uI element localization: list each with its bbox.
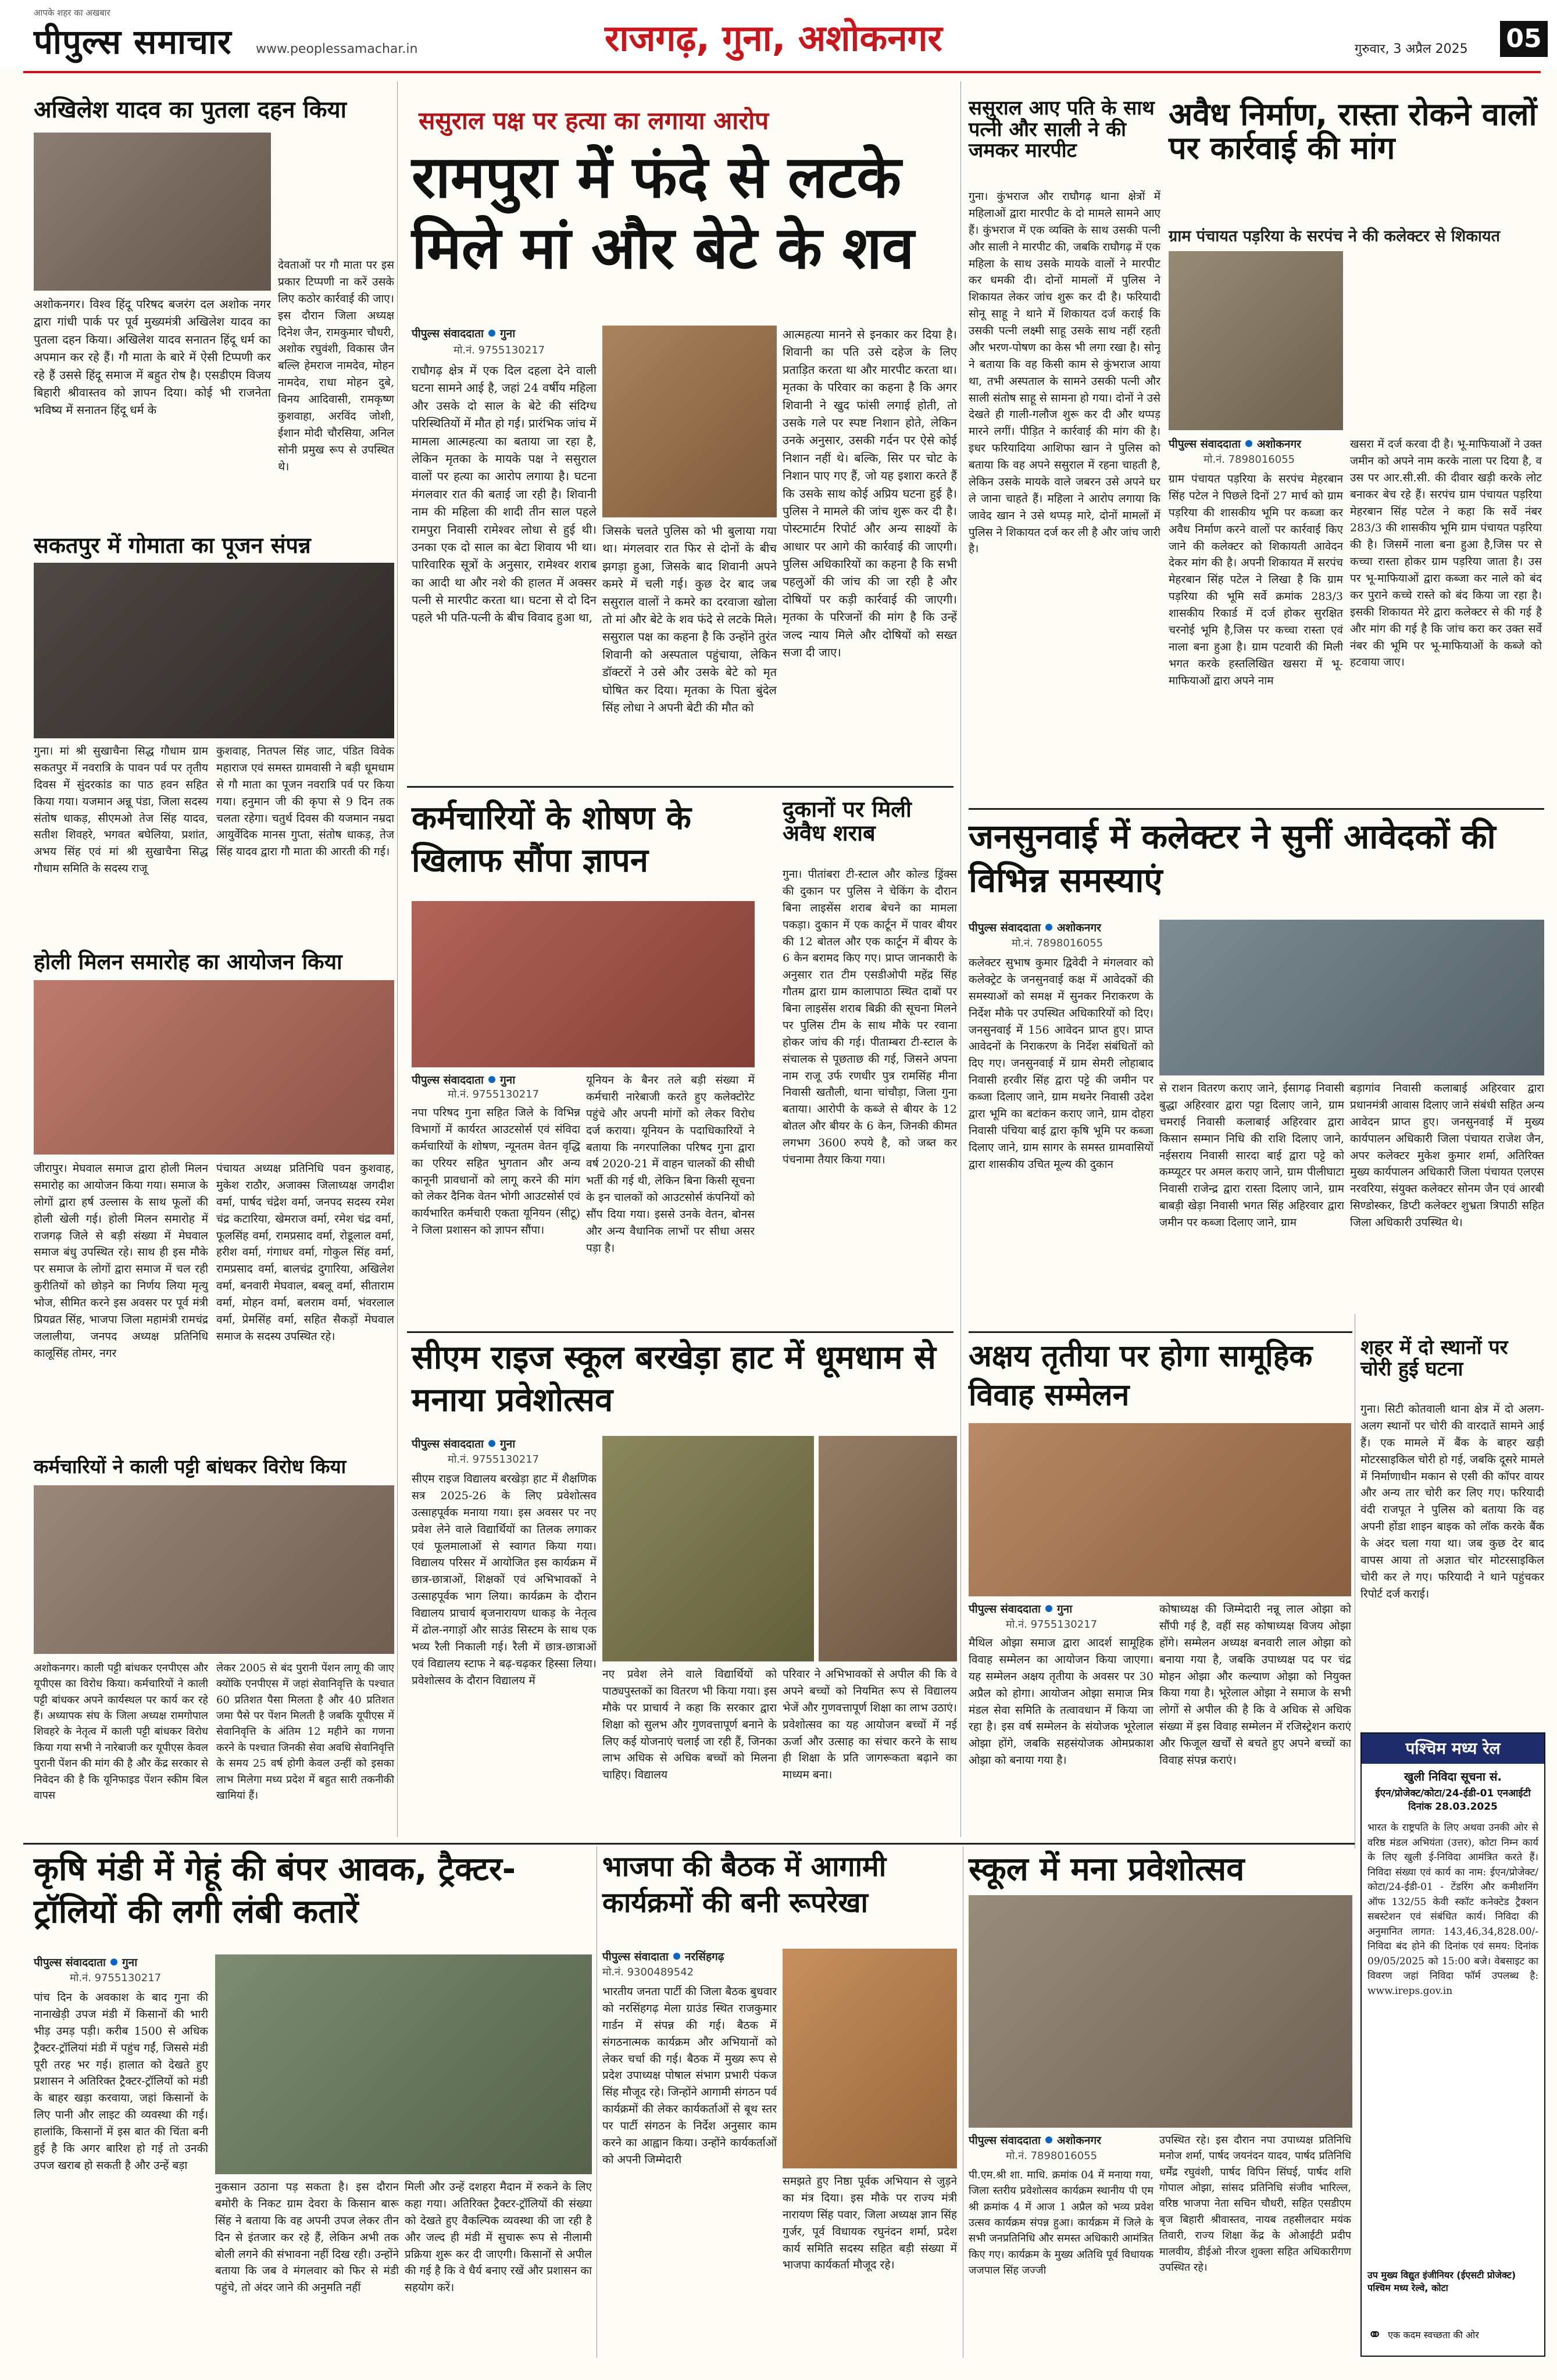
a11-mobile: मो.नं. 9755130217 <box>448 1453 540 1466</box>
section-title: राजगढ़, गुना, अशोकनगर <box>605 17 942 59</box>
a12-byline: पीपुल्स संवाददाता गुना <box>969 1603 1073 1616</box>
a5-text-col3: आत्महत्या मानने से इनकार कर दिया है। शिवानी का पति उसे दहेज के लिए प्रताड़ित करता था और मारपीट करता था। मृतका के परिवार का कहना है कि अगर शिवानी ने खुद फांसी लगाई होती, तो उसके गले पर स्पष्ट निशान होते, लेकिन उनके अनुसार, उसकी गर्दन पर ऐसे कोई निशान नहीं थे। बल्कि, सिर पर चोट के निशान पाए गए हैं, जो यह इशारा करते हैं कि उसके साथ कोई अप्रिय घटना हुई है। पुलिस ने मामले की जांच शुरू कर दी है। पोस्टमार्टम रिपोर्ट और अन्य साक्ष्यों के आधार पर आगे की कार्रवाई की जाएगी। पुलिस अधिकारियों का कहना है कि सभी पहलुओं की जांच की जा रही है और दोषियों पर कड़ी कार्रवाई की जाएगी। मृतका के परिजनों की मांग है कि उन्हें जल्द न्याय मिले और दोषियों को सख्त सजा दी जाए। <box>783 327 957 660</box>
spectacles-icon: ⚭ <box>1367 2324 1383 2345</box>
byline-dot-icon <box>1045 2136 1052 2143</box>
ad-ref: ईएन/प्रोजेक्ट/कोटा/24-ईडी-01 एनआईटी दिनांक 28.03.2025 <box>1375 1788 1531 1813</box>
byline-dot-icon <box>110 1959 117 1966</box>
a7-byline: पीपुल्स संवाददाता अशोकनगर <box>1169 438 1301 451</box>
a7-mobile: मो.नं. 7898016055 <box>1204 453 1295 466</box>
ad-signoff: उप मुख्य विद्युत इंजीनियर (ईएसटी प्रोजेक्ट) पश्चिम मध्य रेल्वे, कोटा <box>1367 2270 1516 2293</box>
a2-text-col1: गुना। मां श्री सुखाचैना सिद्ध गौधाम ग्राम सकतपुर में नवरात्रि के पावन पर्व पर तृतीय दिवस में सुंदरकांड का पाठ हवन सहित किया गया। यजमान अन्नू पंडा, जिला सदस्य संतोष धाकड़, सीएमओ तेज सिंह यादव, सतीश शिवहरे, भगवत बघेलिया, प्रशांत, अभय सिंह एवं मां श्री सुखाचैना सिद्ध गौधाम समिति के सदस्य राजू <box>34 745 208 875</box>
a5-kicker: ससुराल पक्ष पर हत्या का लगाया आरोप <box>419 106 769 135</box>
a8-text-col2: यूनियन के बैनर तले बड़ी संख्या में कर्मचारी नारेबाजी करते हुए कलेक्टोरेट पहुंचे और अपनी मांगों को लेकर विरोध दर्ज कराया। यूनियन के पदाधिकारियों ने बताया कि नगरपालिका परिषद गुना द्वारा वर्ष 2020-21 में वाहन चालकों की सीधी भर्ती की गई थी, लेकिन बिना किसी सूचना के इन चालकों को आउटसोर्स कंपनियों को सौंप दिया गया। इससे उनके वेतन, बोनस और अन्य वैधानिक लाभों पर सीधा असर पड़ा है। <box>586 1074 755 1255</box>
a4-text-col1: अशोकनगर। काली पट्टी बांधकर एनपीएस और यूपीएस का विरोध किया। कर्मचारियों ने काली पट्टी बांधकर अपने कार्यस्थल पर कार्य कर रहे हैं। अध्यापक संघ के जिला अध्यक्ष रामगोपाल शिवहरे के नेतृत्व में काली पट्टी बांधकर विरोध किया गया सभी ने नारेबाजी कर यूपीएस केवल पुरानी पेंशन की मांग की है और केंद्र सरकार से निवेदन की है कि यूनिफाइड पेंशन स्कीम बिल वापस <box>34 1662 208 1802</box>
a3-text-col1: जीरापुर। मेघवाल समाज द्वारा होली मिलन समारोह का आयोजन किया गया। समाज के लोगों द्वारा हर्ष उल्लास के साथ फूलों की होली खेली गई। होली मिलन समारोह में राजगढ़ जिले से बड़ी संख्या में मेघवाल समाज बंधु उपस्थित रहे। साथ ही इस मौके पर समाज के लोगों द्वारा समाज में चल रही कुरीतियों को छोड़ने का निर्णय लिया मृत्यु भोज, सीमित करने इस अवसर पर पूर्व मंत्री प्रियव्रत सिंह, भाजपा जिला महामंत्री रामचंद्र जलालीया, जनपद अध्यक्ष प्रतिनिधि कालूसिंह तोमर, नगर <box>34 1162 208 1360</box>
a8-top-rule <box>407 786 954 788</box>
a8-mobile: मो.नं. 9755130217 <box>448 1088 540 1100</box>
logo-tagline: आपके शहर का अखबार <box>34 8 110 18</box>
col-rule <box>960 81 961 1837</box>
a3-text-col2: पंचायत अध्यक्ष प्रतिनिधि पवन कुशवाह, मुकेश राठौर, अजाक्स जिलाध्यक्ष जगदीश वर्मा, पार्षद चंद्रेश वर्मा, जनपद सदस्य रमेश चंद्र कटारिया, खेमराज वर्मा, रमेश चंद्र वर्मा, फूलसिंह वर्मा, रामप्रसाद वर्मा, रोडूलाल वर्मा, हरीश वर्मा, गंगाधर वर्मा, गोकुल सिंह वर्मा, रामप्रसाद वर्मा, बालचंद्र दुगारिया, अखिलेश वर्मा, बनवारी मेघवाल, बबलू वर्मा, सीताराम वर्मा, मोहन वर्मा, बलराम वर्मा, भंवरलाल वर्मा, प्रेमसिंह वर्मा, सहित सैकड़ों मेघवाल समाज के सदस्य उपस्थित रहे। <box>216 1162 394 1343</box>
logo[interactable]: पीपुल्स समाचार <box>34 22 232 62</box>
railway-tender-ad <box>1360 1732 1545 2357</box>
col-rule <box>397 81 398 1837</box>
ad-body: भारत के राष्ट्रपति के लिए अथवा उनकी ओर से वरिष्ठ मंडल अभियंता (उत्तर), कोटा निम्न कार्य के लिए खुली ई-निविदा आमंत्रित करते हैं। निविदा संख्या एवं कार्य का नाम: ईएन/प्रोजेक्ट/कोटा/24-ईडी-01 - टेंडरिंग और कमीशनिंग ऑफ 132/55 केवी स्कॉट कनेक्टेड ट्रैक्शन सबस्टेशन एवं संबंधित कार्य। निविदा की अनुमानित लागत: 143,46,34,828.00/- निविदा बंद होने की दिनांक एवं समय: दिनांक 09/05/2025 को 15:00 बजे। वेबसाइट का विवरण जहां निविदा फॉर्म उपलब्ध है: www.ireps.gov.in <box>1367 1822 1538 1997</box>
a7-text-col2: खसरा में दर्ज करवा दी है। भू-माफियाओं ने उक्त जमीन को अपने नाम करके नाला पर दिया है, व उस पर आर.सी.सी. की दीवार खड़ी करके लोट बनाकर बेच रहे हैं। सरपंच ग्राम पंचायत पड़रिया मेहरबान सिंह पटेल ने कहा कि सर्वे नंबर 283/3 की शासकीय भूमि ग्राम पंचायत पड़रिया की है। जिसमें नाला बना हुआ है,जिस पर से कच्चा रास्ता होकर ग्राम पड़रिया जाता है। उस पर भू-माफियाओं द्वारा कब्जा कर नाले को बंद कर पुराने कच्चे रास्ते को बंद किया जा रहा है। इसकी शिकायत मेरे द्वारा कलेक्टर से की गई है और मांग की गई है कि जांच करा कर उक्त सर्वे नंबर की भूमि पर भू-माफियाओं के कब्जे को हटवाया जाए। <box>1350 438 1542 669</box>
a10-text-col2: से राशन वितरण कराए जाने, ईसागढ़ निवासी बुद्धा अहिरवार द्वारा पट्टा दिलाए जाने, ग्राम चमराई निवासी कलाबाई अहिरवार द्वारा किसान सम्मान निधि की राशि दिलाए जाने, नईसराय निवासी सारदा बाई द्वारा पट्टे को कम्प्यूटर पर अमल कराए जाने, ग्राम पीलीघाटा निवासी राजेन्द्र द्वारा रास्ता दिलाए जाने, ग्राम बाबड़ी खेड़ा निवासी भगत सिंह अहिरवार द्वारा जमीन पर कब्जा दिलाए जाने, ग्राम <box>1159 1082 1344 1229</box>
a14-text-col2: नुकसान उठाना पड़ सकता है। इस दौरान बमोरी के निकट ग्राम देवरा के किसान बारू सिंह ने बताया कि वह अपनी उपज लेकर तीन दिन से इंतजार कर रहे हैं, लेकिन अभी तक बोली लगने की संभावना नहीं दिख रही। उन्होंने बताया कि जब वे मंगलवार को फिर से मंडी पहुंचे, तो अंदर जाने की अनुमति नहीं <box>215 2181 399 2295</box>
byline-dot-icon <box>488 1440 495 1447</box>
masthead <box>0 0 1557 69</box>
a12-mobile: मो.नं. 9755130217 <box>1006 1618 1098 1631</box>
byline-dot-icon <box>488 330 495 337</box>
a16-text-col1: पी.एम.श्री शा. माधि. क्रमांक 04 में मनाया गया, जिला स्तरीय प्रवेशोत्सव कार्यक्रम स्थानीय पी एम श्री क्रमांक 4 में आज 1 अप्रैल को भव्य प्रवेश उत्सव कार्यक्रम संपन्न हुआ। कार्यक्रम में जिले के सभी जनप्रतिनिधि और समस्त अधिकारी आमंत्रित किए गए। कार्यक्रम के मुख्य अतिथि पूर्व विधायक जजपाल सिंह जज्जी <box>969 2169 1154 2277</box>
a11-photo-1 <box>602 1436 814 1661</box>
a5-headline: रामपुरा में फंदे से लटके मिले मां और बेटे के शव <box>412 143 915 282</box>
a15-photo <box>783 1949 957 2168</box>
a1-headline: अखिलेश यादव का पुतला दहन किया <box>34 97 347 123</box>
a10-top-rule <box>969 808 1544 810</box>
a2-headline: सकतपुर में गोमाता का पूजन संपन्न <box>34 533 311 558</box>
a11-text-col1: सीएम राइज विद्यालय बरखेड़ा हाट में शैक्षणिक सत्र 2025-26 के लिए प्रवेशोत्सव उत्साहपूर्वक मनाया गया। इस अवसर पर नए प्रवेश लेने वाले विद्यार्थियों का तिलक लगाकर एवं फूलमालाओं से स्वागत किया गया। विद्यालय परिसर में आयोजित इस कार्यक्रम में छात्र-छात्राओं, शिक्षकों एवं अभिभावकों ने उत्साहपूर्वक भाग लिया। कार्यक्रम के दौरान विद्यालय प्राचार्य बृजनारायण धाकड़ के नेतृत्व में ढोल-नगाड़ों और साउंड सिस्टम के साथ एक भव्य रैली निकाली गई। रैली में छात्र-छात्राओं एवं विद्यालय स्टाफ ने बढ़-चढ़कर हिस्सा लिया। प्रवेशोत्सव के दौरान विद्यालय में <box>412 1473 597 1687</box>
a15-text-col1: भारतीय जनता पार्टी की जिला बैठक बुधवार को नरसिंहगढ़ मेला ग्राउंड स्थित राजकुमार गार्डन में संपन्न की गई। बैठक में संगठनात्मक कार्यक्रम और अभियानों को लेकर चर्चा की गई। बैठक में मुख्य रूप से प्रदेश उपाध्यक्ष पोषाल संभाग प्रभारी पंकज सिंह मौजूद रहे। जिन्होंने आगामी संगठन पर्व कार्यक्रमों की लेकर कार्यकर्ताओं से बूथ स्तर पर पार्टी संगठन के निर्देश अनुसार काम करने का आह्वान किया। उन्होंने कार्यकर्ताओं को अपनी जिम्मेदारी <box>602 1985 777 2166</box>
a11-photo-2 <box>819 1436 957 1661</box>
a16-headline: स्कूल में मना प्रवेशोत्सव <box>969 1850 1245 1888</box>
a5-photo <box>602 326 777 517</box>
ad-footer <box>1367 2321 1538 2349</box>
a8-text-col1: नपा परिषद गुना सहित जिले के विभिन्न विभागों में कार्यरत आउटसोर्स एवं संविदा कर्मचारियों के शोषण, न्यूनतम वेतन वृद्धि का एरियर सहित भुगतान और अन्य कानूनी प्रावधानों को लागू करने की मांग को लेकर दैनिक वेतन भोगी आउटसोर्स एवं कार्यभारित कर्मचारी एकता यूनियन (सीटू) ने जिला प्रशासन को ज्ञापन सौंपा। <box>412 1106 580 1237</box>
a10-photo <box>1159 920 1544 1075</box>
a9-text: गुना। पीतांबरा टी-स्टाल और कोल्ड ड्रिंक्स की दुकान पर पुलिस ने चेकिंग के दौरान बिना लाइसेंस शराब बेचने का मामला पकड़ा। दुकान में एक कार्टून में पावर बीयर की 12 बोतल और एक कार्टून में बीयर के 6 केन बरामद किए गए। प्राप्त जानकारी के अनुसार रात टीम एसडीओपी महेंद्र सिंह गौतम द्वारा ग्राम कालापाठा स्थित दाबों पर बिना लाइसेंस शराब बिक्री की सूचना मिलने पर पुलिस टीम के साथ मौके पर रवाना होकर जांच की गई। पीताम्बरा टी-स्टाल के संचालक से पूछताछ की गई, जिसने अपना नाम राजू उर्फ रणधीर पुत्र रामसिंह मीना निवासी खतौली, थाना चांचौड़ा, जिला गुना बताया। आरोपी के कब्जे से बीयर के 12 बोतल और बीयर के 6 केन, जिनकी कीमत लगभग 3600 रुपये है, को जब्त कर पंचनामा तैयार किया गया। <box>783 868 957 1166</box>
byline-dot-icon <box>1045 1605 1052 1612</box>
a1-text-col2: देवताओं पर गौ माता पर इस प्रकार टिप्पणी ना करें उसके लिए कठोर कार्रवाई की जाए। इस दौरान जिला अध्यक्ष दिनेश जैन, रामकुमार चौधरी, अशोक रघुवंशी, विकास जैन बल्लि हेमराज नामदेव, मोहन नामदेव, राधा मोहन दुबे, विनय आदिवासी, रामकृष्ण कुशवाहा, अरविंद जोशी, ईशान मोदी चौरसिया, अनिल सोनी प्रमुख रूप से उपस्थित थे। <box>278 259 394 473</box>
a15-byline: पीपुल्स संवादाता नरसिंहगढ़ <box>602 1950 724 1963</box>
a15-headline: भाजपा की बैठक में आगामी कार्यक्रमों की बनी रूपरेखा <box>602 1850 887 1920</box>
a14-mobile: मो.नं. 9755130217 <box>70 1972 162 1984</box>
a10-byline: पीपुल्स संवाददाता अशोकनगर <box>969 921 1101 934</box>
a12-headline: अक्षय तृतीया पर होगा सामूहिक विवाह सम्मेलन <box>969 1339 1313 1413</box>
a11-byline: पीपुल्स संवाददाता गुना <box>412 1438 516 1450</box>
a12-top-rule <box>969 1331 1352 1333</box>
byline-dot-icon <box>1245 440 1252 447</box>
ad-tagline: एक कदम स्वच्छता की ओर <box>1388 2329 1479 2340</box>
byline-dot-icon <box>488 1076 495 1083</box>
a8-photo <box>412 901 755 1067</box>
a10-text-col1: कलेक्टर सुभाष कुमार द्विवेदी ने मंगलवार को कलेक्ट्रेट के जनसुनवाई कक्ष में आवेदकों की समस्याओं को समक्ष में सुनकर निराकरण के निर्देश मौके पर उपस्थित अधिकारियों को दिए। जनसुनवाई में 156 आवेदन प्राप्त हुए। प्राप्त आवेदनों के निराकरण के निर्देश संबंधितों को दिए गए। जनसुनवाई में ग्राम सेमरी लोहाबाद निवासी हरवीर सिंह द्वारा पट्टे की जमीन पर कब्जा दिलाए जाने, ग्राम मथनेर निवासी उदेश द्वारा भूमि का बटांकन कराए जाने, ग्राम दोहरा निवासी पंचिया बाई द्वारा कृषि भूमि पर कब्जा दिलाए जाने, ग्राम सागर के समस्त ग्रामवासियों द्वारा शासकीय उचित मूल्य की दुकान <box>969 956 1154 1171</box>
a2-text-col2: कुशवाह, नितपल सिंह जाट, पंडित विवेक महाराज एवं समस्त ग्रामवासी ने बड़ी धूमधाम से गौ माता का पूजन नवरात्रि पर्व पर किया गया। हनुमान जी की कृपा से 9 दिन तक चलता रहेगा। चतुर्थ दिवस की यजमान नम्रदा आयुर्वेदिक मानस गुप्ता, संतोष धाकड़, तेज सिंह यादव द्वारा गौ माता की आरती की गई। <box>216 745 394 859</box>
a9-headline: दुकानों पर मिली अवैध शराब <box>783 796 912 846</box>
a14-text-col3: मिली और उन्हें दशहरा मैदान में रुकने के लिए कहा गया। अतिरिक्त ट्रैक्टर-ट्रॉलियों की संख्या को देखते हुए वैकल्पिक व्यवस्था की जा रही है और जल्द ही मंडी में सुचारू रूप से नीलामी प्रक्रिया शुरू कर दी जाएगी। किसानों से अपील की गई है कि वे धैर्य बनाए रखें और प्रशासन का सहयोग करें। <box>405 2181 592 2295</box>
a3-headline: होली मिलन समारोह का आयोजन किया <box>34 949 342 974</box>
a11-text-col3: परिवार ने अभिभावकों से अपील की कि वे अपने बच्चों को नियमित रूप से विद्यालय भेजें और गुणवत्तापूर्ण शिक्षा का लाभ उठाएं। प्रवेशोत्सव का यह आयोजन बच्चों में नई ऊर्जा और उत्साह का संचार करने के साथ ही शिक्षा के प्रति जागरूकता बढ़ाने का माध्यम बना। <box>783 1668 957 1782</box>
a2-photo <box>34 563 394 738</box>
ad-org: पश्चिम मध्य रेल <box>1362 1734 1544 1764</box>
byline-dot-icon <box>1045 924 1052 931</box>
a6-text: गुना। कुंभराज और राघौगढ़ थाना क्षेत्रों में महिलाओं द्वारा मारपीट के दो मामले सामने आए हैं। कुंभराज में एक व्यक्ति के साथ उसकी पत्नी और साली ने मारपीट की, जबकि राघौगढ़ में एक महिला के साथ उसके मायके वालों ने मारपीट कर धमकी दी। दोनों मामलों में पुलिस ने शिकायत लेकर जांच शुरू कर दी है। फरियादी सोनू साहू ने थाने में शिकायत दर्ज कराई कि उसकी पत्नी लक्ष्मी साहू उसके साथ नहीं रहती और भरण-पोषण का केस भी लगा रखा है। सोनू ने बताया कि वह किसी काम से कुंभराज आया था, तभी अस्पताल के सामने उसकी पत्नी और साली संतोष साहू से सामना हो गया। दोनों ने उसे देखते ही गाली-गलौज शुरू कर दी और थप्पड़ मारने लगीं। पीड़ित ने कार्रवाई की मांग की है। इधर फरियादिया आशिफा खान ने पुलिस को बताया कि वह अपने ससुराल में रहना चाहती है, लेकिन उसके मायके वाले जबरन उसे अपने घर ले जाना चाहते हैं। महिला ने आरोप लगाया कि जावेद खान ने उसे थप्पड़ मारे, दोनों मामलों में पुलिस ने शिकायत दर्ज कर ली है और जांच जारी है। <box>969 190 1160 556</box>
a5-mobile: मो.नं. 9755130217 <box>453 344 545 356</box>
page-number: 05 <box>1500 21 1548 57</box>
a3-photo <box>34 980 394 1155</box>
a12-photo <box>969 1423 1351 1596</box>
a16-mobile: मो.नं. 7898016055 <box>1006 2150 1098 2162</box>
a10-headline: जनसुनवाई में कलेक्टर ने सुनीं आवेदकों की विभिन्न समस्याएं <box>969 817 1496 900</box>
a8-headline: कर्मचारियों के शोषण के खिलाफ सौंपा ज्ञापन <box>412 799 691 880</box>
a10-mobile: मो.नं. 7898016055 <box>1012 937 1104 949</box>
issue-date: गुरुवार, 3 अप्रैल 2025 <box>1355 42 1468 56</box>
a14-headline: कृषि मंडी में गेहूं की बंपर आवक, ट्रैक्टर-ट्रॉलियों की लगी लंबी कतारें <box>34 1850 516 1931</box>
a16-byline: पीपुल्स संवाददाता अशोकनगर <box>969 2134 1101 2147</box>
a7-text-col1: ग्राम पंचायत पड़रिया के सरपंच मेहरबान सिंह पटेल ने पिछले दिनों 27 मार्च को ग्राम पड़रिया की शासकीय भूमि पर कब्जा कर अवैध निर्माण करने वालों पर कार्रवाई किए जाने की कलेक्टर को शिकायती आवेदन देकर मांग की है। अपनी शिकायत में सरपंच मेहरबान सिंह पटेल ने लिखा है कि ग्राम पड़रिया की भूमि सर्वे क्रमांक 283/3 शासकीय रिकार्ड में दर्ज होकर सुरक्षित चरनोई भूमि है,जिस पर कच्चा रास्ता एवं नाला बना हुआ है। ग्राम पटवारी की मिली भगत करके हस्तलिखित खसरा में भू-माफियाओं द्वारा अपने नाम <box>1169 473 1343 687</box>
a8-byline: पीपुल्स संवाददाता गुना <box>412 1074 516 1087</box>
a14-top-rule <box>23 1843 1355 1845</box>
a13-headline: शहर में दो स्थानों पर चोरी हुई घटना <box>1360 1336 1508 1381</box>
site-url[interactable]: www.peoplessamachar.in <box>256 42 418 56</box>
a4-text-col2: लेकर 2005 से बंद पुरानी पेंशन लागू की जाए क्योंकि एनपीएस में जहां सेवानिवृत्ति के पश्चात 60 प्रतिशत पैसा मिलता है और 40 प्रतिशत जमा पैसे पर पेंशन मिलती है जबकि यूपीएस में सेवानिवृत्ति के अंतिम 12 महीने का गणना करने के पश्चात जिनकी सेवा अवधि सेवानिवृत्ति के समय 25 वर्ष होगी केवल उन्हीं को इसका लाभ मिलेगा मध्य प्रदेश में बहुत सारी तकनीकी खामियां हैं। <box>216 1662 394 1802</box>
a4-headline: कर्मचारियों ने काली पट्टी बांधकर विरोध किया <box>34 1455 347 1478</box>
a14-text-col1: पांच दिन के अवकाश के बाद गुना की नानाखेड़ी उपज मंडी में किसानों की भारी भीड़ उमड़ पड़ी। करीब 1500 से अधिक ट्रैक्टर-ट्रॉलियां मंडी में पहुंच गईं, जिससे मंडी पूरी तरह भर गई। हालात को देखते हुए प्रशासन ने अतिरिक्त ट्रैक्टर-ट्रॉलियों को मंडी के बाहर खड़ा करवाया, जहां किसानों के लिए पानी और लाइट की व्यवस्था की गई। हालांकि, किसानों में इस बात की चिंता बनी हुई है कि अगर बारिश हो गई तो उनकी उपज खराब हो सकती है और उन्हें बड़ा <box>34 1991 208 2172</box>
a6-headline: ससुराल आए पति के साथ पत्नी और साली ने की जमकर मारपीट <box>969 97 1155 163</box>
a7-subhead: ग्राम पंचायत पड़रिया के सरपंच ने की कलेक्टर से शिकायत <box>1169 227 1500 245</box>
a11-text-col2: नए प्रवेश लेने वाले विद्यार्थियों को पाठ्यपुस्तकों का वितरण भी किया गया। इस मौके पर प्राचार्य ने कहा कि सरकार द्वारा शिक्षा को सुलभ और गुणवत्तापूर्ण बनाने के लिए कई योजनाएं चलाई जा रही हैं, जिनका लाभ अधिक से अधिक बच्चों को मिलना चाहिए। विद्यालय <box>602 1668 777 1782</box>
byline-dot-icon <box>673 1953 680 1960</box>
a10-text-col3: बड़ागांव निवासी कलाबाई अहिरवार द्वारा प्रधानमंत्री आवास दिलाए जाने संबंधी सहित अन्य आवेदन प्राप्त हुए। जनसुनवाई में मुख्य कार्यपालन अधिकारी जिला पंचायत राजेश जैन, अपर कलेक्टर मुकेश कुमार शर्मा, अतिरिक्त मुख्य कार्यपालन अधिकारी जिला पंचायत एलएस नरवरिया, संयुक्त कलेक्टर सोनम जैन एवं आरबी सिण्डोस्कर, डिप्टी कलेक्टर शुभ्रता त्रिपाठी सहित जिला अधिकारी उपस्थित थे। <box>1350 1082 1544 1229</box>
ad-title: खुली निविदा सूचना सं. <box>1404 1770 1502 1784</box>
a12-text-col1: मैथिल ओझा समाज द्वारा आदर्श सामूहिक विवाह सम्मेलन का आयोजन किया जाएगा। यह सम्मेलन अक्षय तृतीया के अवसर पर 30 अप्रैल को होगा। आयोजन ओझा समाज मित्र मंडल सेवा समिति के तत्वावधान में किया जा रहा है। इस वर्ष सम्मेलन के संयोजक भूरेलाल ओझा होंगे, जबकि सहसंयोजक ओमप्रकाश ओझा को बनाया गया है। <box>969 1636 1154 1767</box>
a11-headline: सीएम राइज स्कूल बरखेड़ा हाट में धूमधाम से मनाया प्रवेशोत्सव <box>412 1339 936 1419</box>
a15-mobile: मो.नं. 9300489542 <box>602 1966 694 1978</box>
a15-text-col2: समझते हुए निष्ठा पूर्वक अभियान से जुड़ने का मंत्र दिया। इस मौके पर राज्य मंत्री नारायण सिंह पवार, जिला अध्यक्ष ज्ञान सिंह गुर्जर, पूर्व विधायक रघुनंदन शर्मा, प्रदेश कार्य समिति सदस्य सहित बड़ी संख्या में भाजपा कार्यकर्ता मौजूद रहे। <box>783 2175 957 2272</box>
a5-text-col1: राघौगढ़ क्षेत्र में एक दिल दहला देने वाली घटना सामने आई है, जहां 24 वर्षीय महिला और उसके दो साल के बेटे की संदिग्ध परिस्थितियों में मौत हो गई। प्रारंभिक जांच में मामला आत्महत्या का बताया जा रहा है, लेकिन मृतका के मायके पक्ष ने ससुराल वालों पर हत्या का आरोप लगाया है। घटना मंगलवार रात की बताई जा रही है। शिवानी नाम की महिला की शादी तीन साल पहले रामपुरा निवासी रामेश्वर लोधा से हुई थी। उनका एक दो साल का बेटा शिवाय भी था। पारिवारिक सूत्रों के अनुसार, रामेश्वर शराब का आदी था और नशे की हालत में अक्सर पत्नी से मारपीट करता था। घटना से दो दिन पहले भी पति-पत्नी के बीच विवाद हुआ था, <box>412 363 597 625</box>
a12-text-col2: कोषाध्यक्ष की जिम्मेदारी नन्नू लाल ओझा को सौंपी गई है, वहीं सह कोषाध्यक्ष विजय ओझा होंगे। सम्मेलन अध्यक्ष बनवारी लाल ओझा को बनाया गया है, जबकि उपाध्यक्ष पद पर चंद्र मोहन ओझा और कल्याण ओझा को नियुक्त किया गया है। भूरेलाल ओझा ने समाज के सभी लोगों से अपील की है कि वे अधिक से अधिक संख्या में इस विवाह सम्मेलन में रजिस्ट्रेशन कराएं और फिजूल खर्चों से बचते हुए अपने बच्चों का विवाह संपन्न कराएं। <box>1159 1603 1351 1767</box>
a7-headline: अवैध निर्माण, रास्ता रोकने वालों पर कार्रवाई की मांग <box>1169 96 1537 167</box>
a1-text-col1: अशोकनगर। विश्व हिंदू परिषद बजरंग दल अशोक नगर द्वारा गांधी पार्क पर पूर्व मुख्यमंत्री अखिलेश यादव का पुतला दहन किया। अखिलेश यादव सनातन हिंदू धर्म का अपमान कर रहे हैं। गौ माता के बारे में ऐसी टिप्पणी कर रहे हैं उससे हिंदू समाज में बहुत रोष है। एसडीएम विजय बिहारी श्रीवास्तव को ज्ञापन दिया। कोई भी राजनेता भविष्य में सनातन हिंदू धर्म के <box>34 297 271 417</box>
a14-photo <box>215 1954 592 2174</box>
a4-photo <box>34 1485 394 1654</box>
a13-text: गुना। सिटी कोतवाली थाना क्षेत्र में दो अलग-अलग स्थानों पर चोरी की वारदातें सामने आई हैं। एक मामले में बैंक के बाहर खड़ी मोटरसाइकिल चोरी हो गई, जबकि दूसरे मामले में निर्माणाधीन मकान से एसी की कॉपर वायर और अन्य तार चोरी कर लिए गए। फरियादी वंदी राजपूत ने पुलिस को बताया कि वह अपनी होंडा शाइन बाइक को लॉक करके बैंक के अंदर चला गया था। जब कुछ देर बाद वापस आया तो अज्ञात चोर मोटरसाइकिल चोरी कर ले गए। फरियादी ने थाने पहुंचकर रिपोर्ट दर्ज कराई। <box>1360 1403 1544 1600</box>
a5-byline: पीपुल्स संवाददाता गुना <box>412 327 516 340</box>
a7-photo <box>1169 251 1343 430</box>
a16-photo <box>969 1895 1352 2128</box>
a11-top-rule <box>407 1331 954 1333</box>
a14-byline: पीपुल्स संवाददाता गुना <box>34 1956 138 1969</box>
a1-photo <box>34 133 271 291</box>
masthead-rule <box>23 71 1541 73</box>
a16-text-col2: उपस्थित रहे। इस दौरान नपा उपाध्यक्ष प्रतिनिधि मनोज शर्मा, पार्षद जयनंदन यादव, पार्षद प्रतिनिधि धर्मेंद्र रघुवंशी, पार्षद विपिन सिंघई, पार्षद शशि गोपाल ओझा, सांसद प्रतिनिधि संजीव भारिल्ल, वरिष्ठ भाजपा नेता सचिन चौधरी, सहित एसडीएम बृज बिहारी श्रीवास्तव, नायब तहसीलदार मयंक तिवारी, राज्य शिक्षा केंद्र के ओआईटी प्रदीप मालवीय, डीईओ नीरज शुक्ला सहित अधिकारीगण उपस्थित रहे। <box>1159 2134 1351 2274</box>
a5-text-col2: जिसके चलते पुलिस को भी बुलाया गया था। मंगलवार रात फिर से दोनों के बीच झगड़ा हुआ, जिसके बाद शिवानी अपने कमरे में चली गई। कुछ देर बाद जब ससुराल वालों ने कमरे का दरवाजा खोला तो मां और बेटे के शव फंदे से लटके मिले। ससुराल पक्ष का कहना है कि उन्होंने तुरंत शिवानी को अस्पताल पहुंचाया, लेकिन डॉक्टरों ने उसे और उसके बेटे को मृत घोषित कर दिया। मृतका के पिता बुंदेल सिंह लोधा ने अपनी बेटी की मौत को <box>602 524 777 714</box>
